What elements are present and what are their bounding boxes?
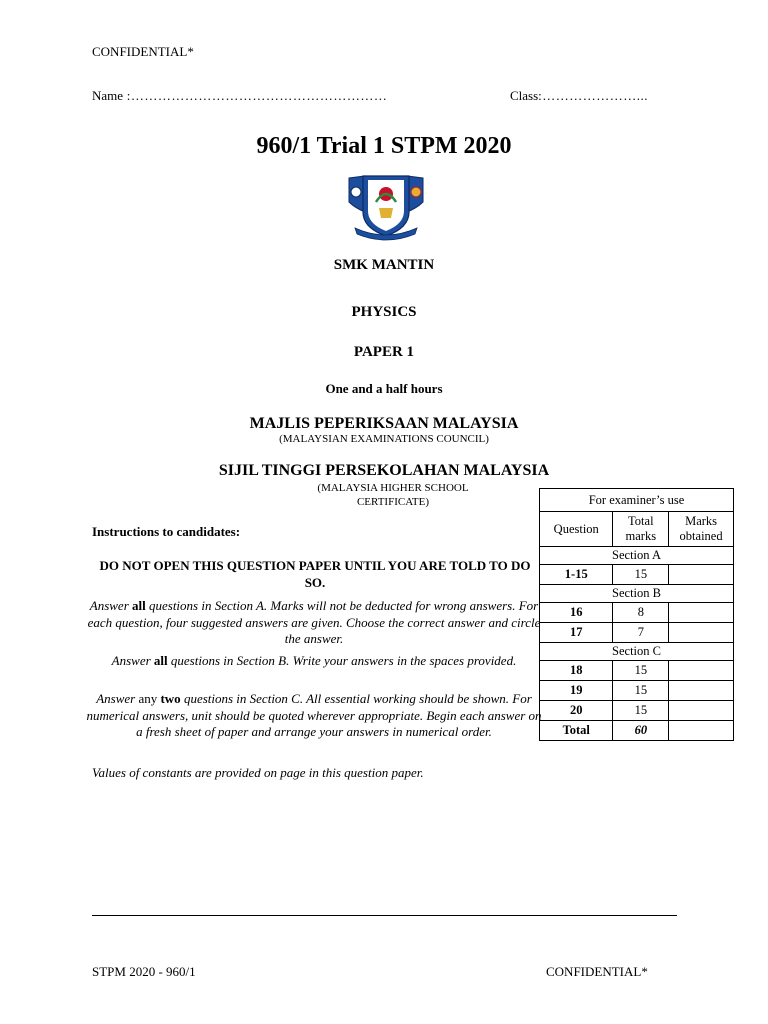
header-confidential: CONFIDENTIAL* [92,44,194,59]
instruction-section-c: Answer any two questions in Section C. All essential working should be shown. For numerical answers, unit should be quoted wherever appropriate. Begin each answer on a fresh sheet of paper and arrange your answers in numerical order. [86,691,542,739]
table-row: 17 7 [540,623,734,643]
instruction-section-b: Answer all questions in Section B. Write your answers in the spaces provided. [111,653,517,668]
footer-confidential: CONFIDENTIAL* [546,964,648,979]
table-total-row: Total 60 [540,721,734,741]
examiner-table-caption: For examiner’s use [540,489,734,512]
table-row: 18 15 [540,661,734,681]
table-row: 16 8 [540,603,734,623]
marks-obtained-cell[interactable] [669,623,734,643]
col-marks-obtained: Marks obtained [669,512,734,547]
section-c-label: Section C [540,643,734,661]
section-a-label: Section A [540,547,734,565]
instructions-warning: DO NOT OPEN THIS QUESTION PAPER UNTIL YOU ARE TOLD TO DO SO. [99,558,531,590]
section-b-label: Section B [540,585,734,603]
marks-obtained-cell[interactable] [669,661,734,681]
table-row: 20 15 [540,701,734,721]
subject: PHYSICS [351,304,417,320]
name-dots: :………………………………………………… [123,88,388,103]
council-name: MAJLIS PEPERIKSAAN MALAYSIA [249,415,519,432]
footer-paper-code: STPM 2020 - 960/1 [92,964,196,979]
school-crest-icon [343,172,429,244]
marks-obtained-cell[interactable] [669,603,734,623]
name-field [92,88,387,104]
footer-divider [92,915,677,916]
certificate-name: SIJIL TINGGI PERSEKOLAHAN MALAYSIA [218,462,550,479]
school-name: SMK MANTIN [333,257,435,273]
council-name-english: (MALAYSIAN EXAMINATIONS COUNCIL) [279,433,489,445]
name-label: Name [92,88,124,103]
instruction-constants: Values of constants are provided on page in this question paper. [92,765,424,780]
instruction-section-a: Answer all questions in Section A. Marks will not be deducted for wrong answers. For each question, four suggested answers are given. Choose the correct answer and circle the answer. [87,598,541,646]
duration: One and a half hours [325,381,443,396]
certificate-name-english: (MALAYSIA HIGHER SCHOOL CERTIFICATE) [317,482,469,508]
class-label: Class [510,88,539,103]
examiner-table [539,488,734,741]
marks-obtained-total-cell[interactable] [669,721,734,741]
instructions-heading: Instructions to candidates: [92,524,241,539]
class-field [510,88,648,104]
class-dots: :…………………... [538,88,649,103]
table-row: 1-15 15 [540,565,734,585]
marks-obtained-cell[interactable] [669,681,734,701]
marks-obtained-cell[interactable] [669,565,734,585]
col-question: Question [540,512,613,547]
col-total-marks: Total marks [613,512,669,547]
table-row: 19 15 [540,681,734,701]
marks-obtained-cell[interactable] [669,701,734,721]
paper-number: PAPER 1 [353,344,415,360]
paper-title: 960/1 Trial 1 STPM 2020 [256,133,512,159]
